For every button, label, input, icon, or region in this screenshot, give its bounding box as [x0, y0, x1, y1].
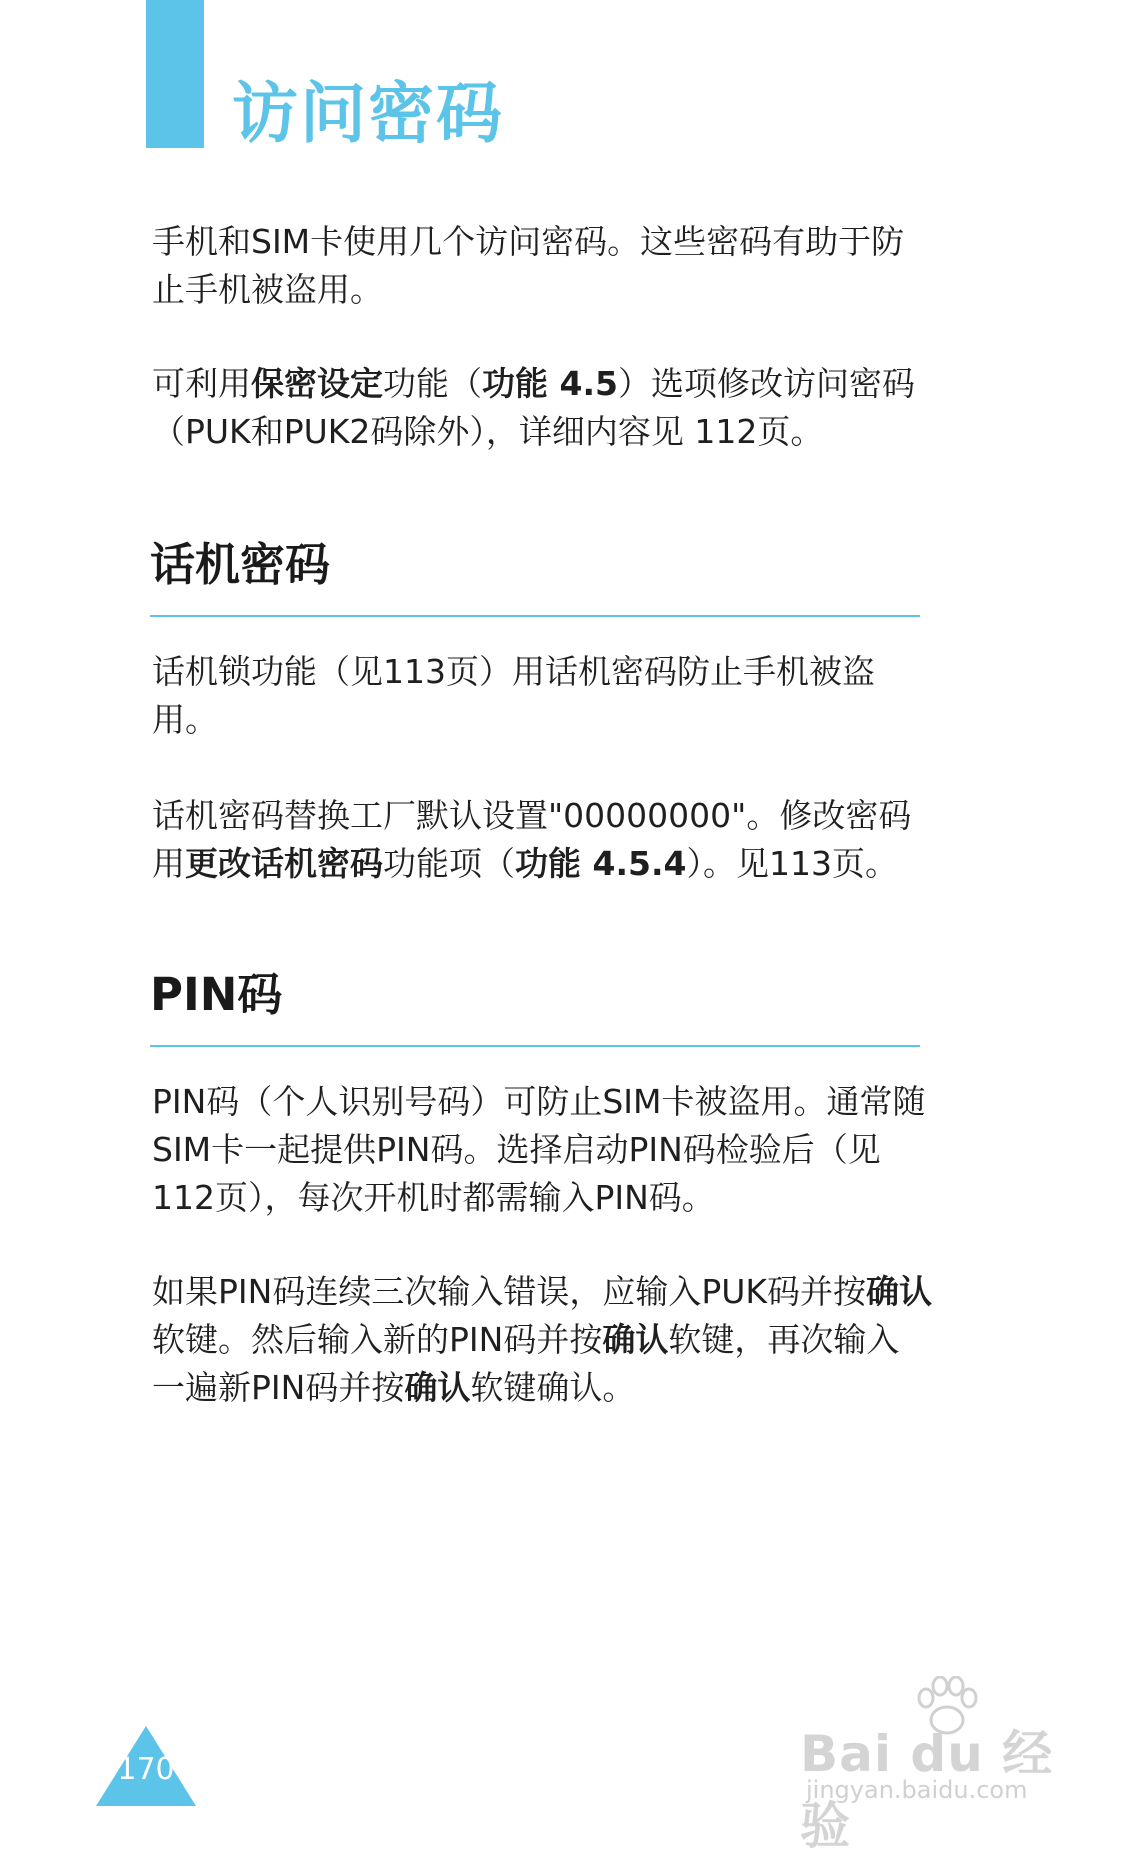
- bold-change-phone-code: 更改话机密码: [185, 844, 383, 883]
- pin-code-paragraph-1: PIN码（个人识别号码）可防止SIM卡被盗用。通常随SIM卡一起提供PIN码。选择启动PIN码检验后（见112页），每次开机时都需输入PIN码。: [152, 1082, 926, 1217]
- bold-confirm-3: 确认: [404, 1368, 471, 1407]
- bold-security-settings: 保密设定: [251, 364, 383, 403]
- title-accent-bar: [146, 0, 204, 148]
- bold-function-4-5-4: 功能 4.5.4: [515, 844, 687, 883]
- section-divider-phone-code: [150, 615, 920, 617]
- section-heading-pin-code: PIN码: [150, 968, 283, 1021]
- watermark-brand-text: Bai du 经验: [800, 1725, 1054, 1855]
- page-number: 170: [117, 1752, 175, 1787]
- phone-code-paragraph-2: 话机密码替换工厂默认设置"00000000"。修改密码用更改话机密码功能项（功能 4.5.4）。见113页。: [152, 796, 912, 883]
- baidu-jingyan-watermark: [800, 1676, 1080, 1855]
- phone-code-paragraph-1: 话机锁功能（见113页）用话机密码防止手机被盗用。: [152, 652, 875, 739]
- watermark-url-text: jingyan.baidu.com: [806, 1776, 1028, 1804]
- bold-confirm-2: 确认: [602, 1320, 669, 1359]
- intro-paragraph-2: 可利用保密设定功能（功能 4.5）选项修改访问密码（PUK和PUK2码除外），详细内容见 112页。: [152, 364, 915, 451]
- page-title: 访问密码: [232, 75, 504, 152]
- pin-code-paragraph-2: 如果PIN码连续三次输入错误，应输入PUK码并按确认软键。然后输入新的PIN码并按确认软键，再次输入一遍新PIN码并按确认软键确认。: [152, 1272, 933, 1407]
- bold-confirm-1: 确认: [866, 1272, 933, 1311]
- bold-function-4-5: 功能 4.5: [482, 364, 618, 403]
- section-heading-phone-code: 话机密码: [150, 538, 331, 591]
- intro-paragraph-1: 手机和SIM卡使用几个访问密码。这些密码有助于防止手机被盗用。: [152, 222, 905, 309]
- section-divider-pin-code: [150, 1045, 920, 1047]
